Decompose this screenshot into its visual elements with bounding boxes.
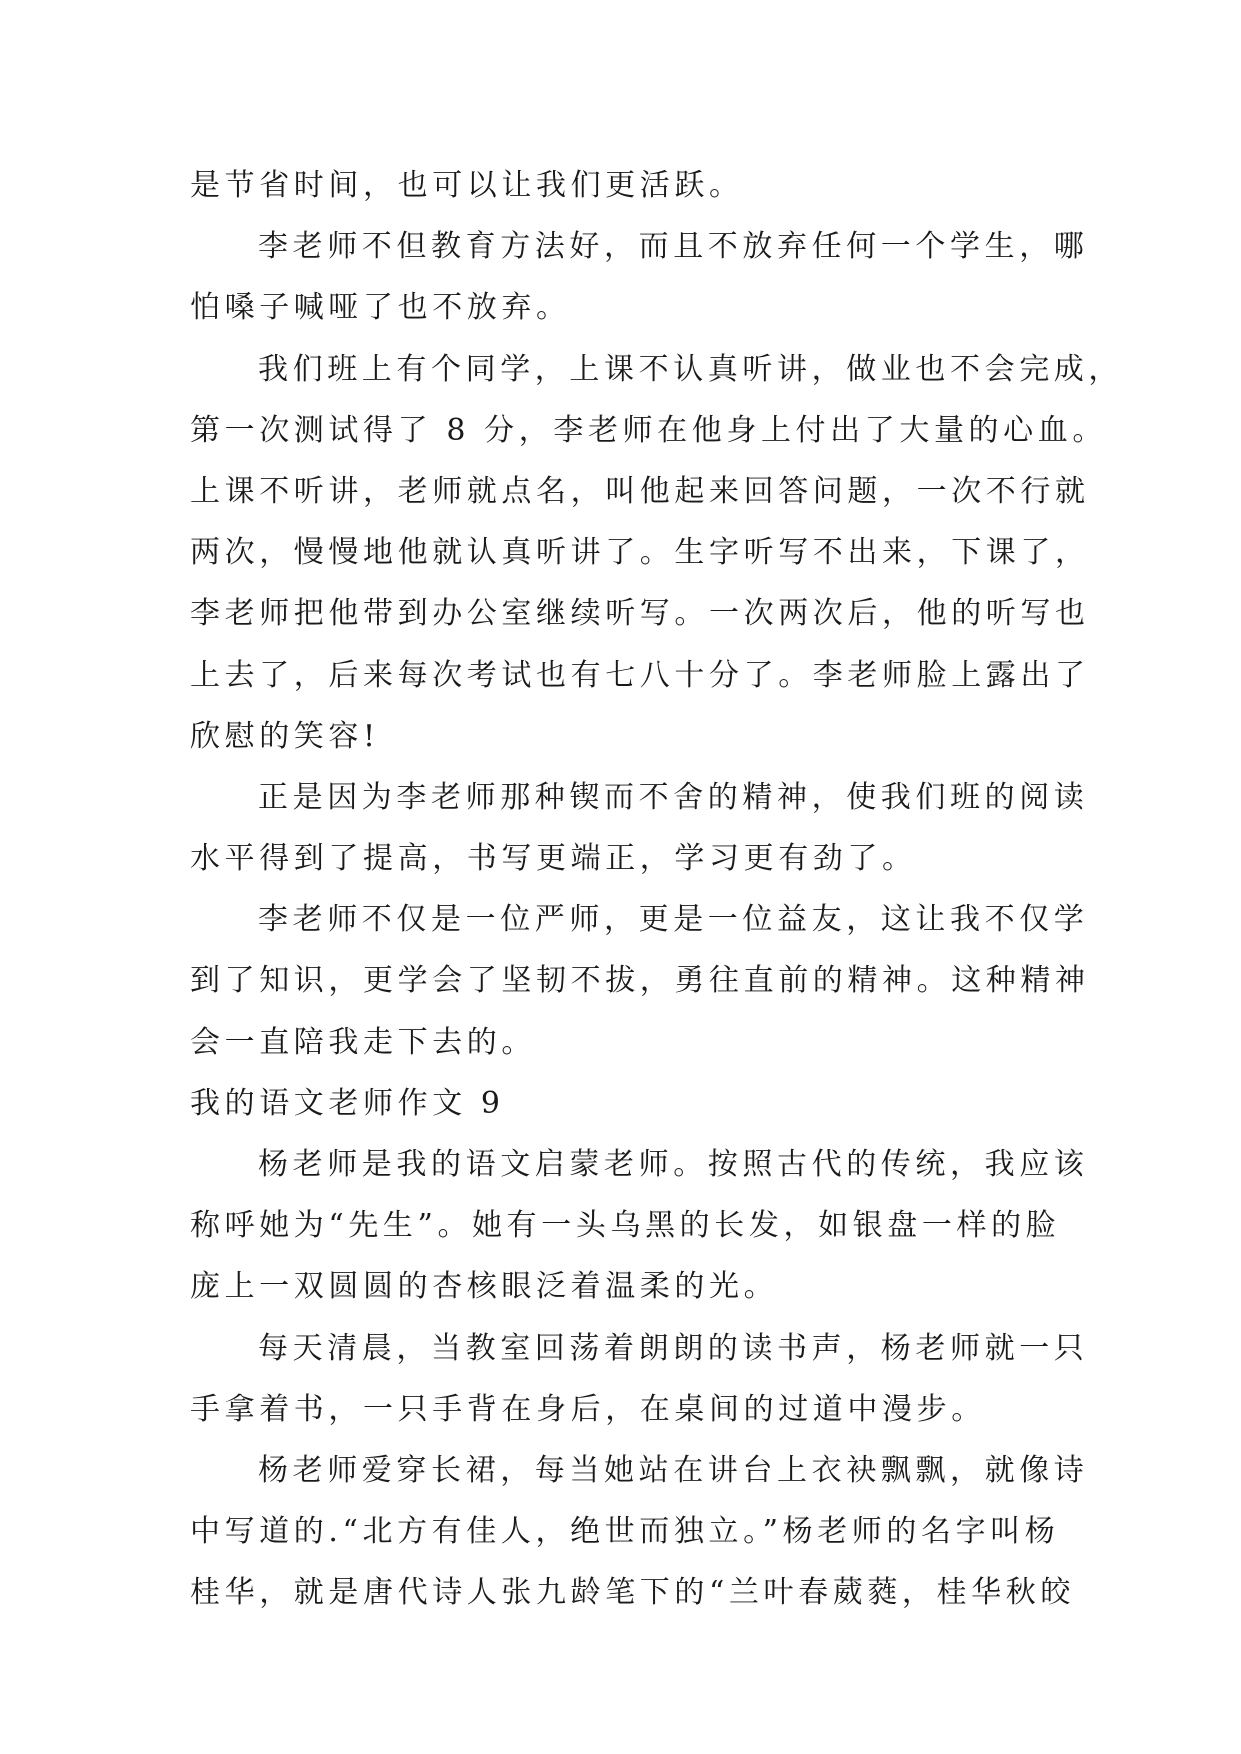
text-line: 称呼她为“先生”。她有一头乌黑的长发，如银盘一样的脸: [190, 1208, 1061, 1244]
text-line: 手拿着书，一只手背在身后，在桌间的过道中漫步。: [190, 1391, 986, 1427]
text-line: 正是因为李老师那种锲而不舍的精神，使我们班的阅读: [258, 779, 1089, 815]
text-line: 李老师不仅是一位严师，更是一位益友，这让我不仅学: [258, 902, 1089, 938]
text-line: 第一次测试得了 8 分，李老师在他身上付出了大量的心血。: [190, 412, 1107, 448]
text-line: 上去了，后来每次考试也有七八十分了。李老师脸上露出了: [190, 657, 1090, 693]
text-line: 是节省时间，也可以让我们更活跃。: [190, 168, 744, 203]
text-line: 上课不听讲，老师就点名，叫他起来回答问题，一次不行就: [190, 473, 1090, 509]
essay-body: [190, 155, 1123, 1624]
text-line: 怕嗓子喊哑了也不放弃。: [190, 290, 571, 326]
text-line: 中写道的.“北方有佳人，绝世而独立。”杨老师的名字叫杨: [190, 1514, 1060, 1550]
text-line: 水平得到了提高，书写更端正，学习更有劲了。: [190, 841, 917, 877]
text-line: 杨老师爱穿长裙，每当她站在讲台上衣袂飘飘，就像诗: [258, 1452, 1089, 1488]
text-line: 杨老师是我的语文启蒙老师。按照古代的传统，我应该: [258, 1147, 1089, 1182]
text-line: 每天清晨，当教室回荡着朗朗的读书声，杨老师就一只: [258, 1330, 1089, 1366]
text-line: 两次，慢慢地他就认真听讲了。生字听写不出来，下课了，: [190, 535, 1090, 571]
text-line: 我的语文老师作文 9: [190, 1085, 505, 1121]
text-line: 李老师不但教育方法好，而且不放弃任何一个学生，哪: [258, 229, 1089, 265]
text-line: 李老师把他带到办公室继续听写。一次两次后，他的听写也: [190, 596, 1090, 632]
text-line: 欣慰的笑容!: [190, 718, 380, 754]
text-line: 到了知识，更学会了坚韧不拔，勇往直前的精神。这种精神: [190, 963, 1090, 999]
text-line: 庞上一双圆圆的杏核眼泛着温柔的光。: [190, 1269, 779, 1305]
text-line: 桂华，就是唐代诗人张九龄笔下的“兰叶春葳蕤，桂华秋皎: [190, 1575, 1075, 1611]
text-line: 我们班上有个同学，上课不认真听讲，做业也不会完成，: [258, 351, 1123, 387]
text-line: 会一直陪我走下去的。: [190, 1024, 536, 1060]
